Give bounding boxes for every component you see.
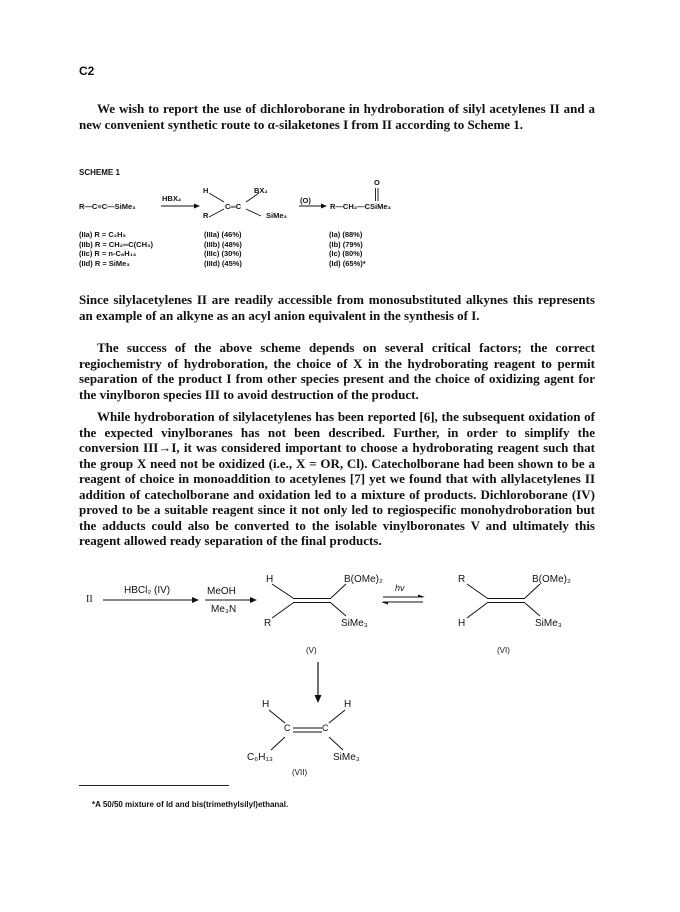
body-paragraph-2: The success of the above scheme depends on several critical factors; the correct regiochemistry of hydroboration, the choice of X in the hydroborating reagent to permit separation of the product I from other species present and the choice of oxidizing agent for the vinylboron species III to avoid destruction of the product. bbox=[79, 340, 595, 402]
scheme1-col2-row: (IIIc) (30%) bbox=[204, 249, 242, 258]
vii-c1: C bbox=[284, 723, 291, 733]
v-r: R bbox=[264, 618, 272, 629]
scheme1-reagent: HBX₂ bbox=[162, 194, 182, 203]
scheme1-vinyl-bx: BX₂ bbox=[254, 186, 268, 195]
scheme2-start: II bbox=[86, 594, 93, 605]
vii-hexyl: C₆H₁₃ bbox=[247, 752, 273, 763]
intro-paragraph: We wish to report the use of dichloroborane in hydroboration of silyl acetylenes II and a new convenient synthetic route to α-silaketones I from II according to Scheme 1. bbox=[79, 101, 595, 132]
scheme1-col2-row: (IIIb) (48%) bbox=[204, 239, 242, 249]
vi-silyl: SiMe₃ bbox=[535, 618, 562, 629]
v-h: H bbox=[266, 574, 274, 585]
scheme1-start: R—C≡C—SiMe₃ bbox=[79, 202, 136, 211]
scheme2-reagent-me3n: Me₃N bbox=[211, 604, 237, 615]
body-paragraph-1: Since silylacetylenes II are readily accessible from monosubstituted alkynes this represents an example of an alkyne as an acyl anion equivalent in the synthesis of I. bbox=[79, 292, 595, 323]
scheme2-reagent-hbcl2: HBCl₂ (IV) bbox=[124, 585, 171, 596]
scheme-title: SCHEME 1 bbox=[79, 168, 120, 177]
vii-c2: C bbox=[322, 723, 329, 733]
scheme1-col2-row: (IIIa) (46%) bbox=[204, 230, 242, 239]
vii-h1: H bbox=[262, 699, 270, 710]
scheme1-col1-row: (IIc) R = n-C₆H₁₃ bbox=[79, 249, 137, 258]
v-silyl: SiMe₃ bbox=[341, 618, 368, 629]
vii-silyl: SiMe₃ bbox=[333, 752, 360, 763]
vi-h: H bbox=[458, 618, 466, 629]
scheme1-col1-row: (IId) R = SiMe₃ bbox=[79, 258, 130, 268]
scheme2-hv: hν bbox=[395, 583, 405, 593]
scheme1-col2-row: (IIId) (45%) bbox=[204, 258, 242, 268]
scheme1-product-o: O bbox=[374, 178, 380, 187]
scheme1-vinyl-h: H bbox=[203, 186, 209, 195]
scheme1-product: R—CH₂—CSiMe₃ bbox=[330, 202, 391, 211]
vi-r: R bbox=[458, 574, 466, 585]
scheme1-vinyl-si: SiMe₃ bbox=[266, 211, 287, 220]
scheme1-col1-row: (IIa) R = C₂H₅ bbox=[79, 230, 126, 239]
scheme1-col3-row: (Ib) (79%) bbox=[329, 239, 363, 249]
scheme1-col3-row: (Id) (65%)* bbox=[329, 258, 366, 268]
scheme1-col3-row: (Ia) (88%) bbox=[329, 230, 363, 239]
v-label: (V) bbox=[306, 646, 317, 655]
vii-label: (VII) bbox=[292, 768, 308, 777]
scheme1-vinyl-cc: C═C bbox=[225, 202, 242, 211]
scheme1-vinyl-r: R bbox=[203, 211, 209, 220]
scheme1-oxidant: (O) bbox=[300, 196, 311, 205]
vii-h2: H bbox=[344, 699, 352, 710]
footnote: *A 50/50 mixture of Id and bis(trimethylsilyl)ethanal. bbox=[92, 800, 289, 809]
vi-boronate: B(OMe)₂ bbox=[532, 574, 571, 585]
body-paragraph-3: While hydroboration of silylacetylenes has been reported [6], the subsequent oxidation of the expected vinylboranes has not been described. Further, in order to simplify the conversion III→I, it was considered important to choose a hydroborating reagent such that the group X need not be oxidized (i.e., X = OR, Cl). Catecholborane had been shown to be a reagent of choice in monoaddition to acetylenes [7] yet we found that with allylacetylenes II addition of catecholborane and oxidation led to a mixture of products. Dichloroborane (IV) proved to be a suitable reagent since it not only led to regiospecific monohydroboration but the adducts could also be converted to the isolable vinylboronates V and ultimately this reagent allowed ready separation of the final products. bbox=[79, 409, 595, 548]
page-code: C2 bbox=[79, 64, 95, 78]
scheme2-reagent-meoh: MeOH bbox=[207, 586, 236, 597]
v-boronate: B(OMe)₂ bbox=[344, 574, 383, 585]
scheme1-col3-row: (Ic) (80%) bbox=[329, 249, 363, 258]
scheme1-col1-row: (IIb) R = CH₂═C(CH₃) bbox=[79, 239, 153, 249]
footnote-rule bbox=[79, 785, 229, 786]
vi-label: (VI) bbox=[497, 646, 510, 655]
